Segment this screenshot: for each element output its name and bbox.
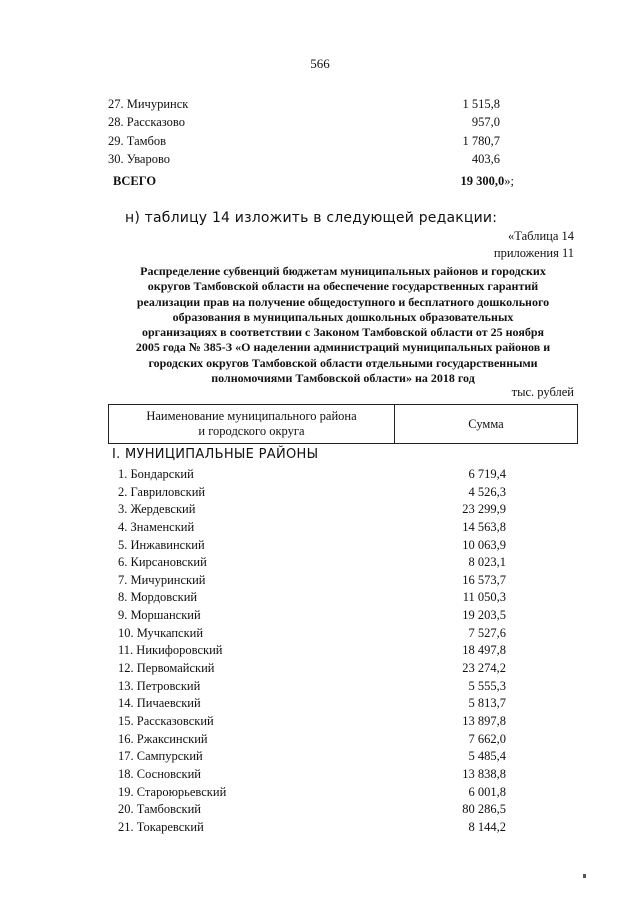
table-row bbox=[118, 819, 518, 837]
city-amount: 1 780,7 bbox=[462, 133, 500, 148]
district-name: 17. Сампурский bbox=[118, 749, 203, 764]
city-name: 29. Тамбов bbox=[108, 133, 167, 148]
total-value: 19 300,0 bbox=[460, 174, 505, 189]
district-amount: 10 063,9 bbox=[462, 537, 506, 552]
district-name: 5. Инжавинский bbox=[118, 537, 205, 552]
table-row bbox=[118, 572, 518, 590]
title-line: реализации прав на получение общедоступного и бесплатного дошкольного bbox=[136, 294, 550, 309]
district-name: 14. Пичаевский bbox=[118, 696, 201, 711]
district-name: 19. Староюрьевский bbox=[118, 784, 227, 799]
header-name-line1: Наименование муниципального района bbox=[146, 409, 357, 423]
district-amount: 18 497,8 bbox=[462, 643, 506, 658]
table-row bbox=[118, 589, 518, 607]
title-line: округов Тамбовской области на обеспечение государственных гарантий bbox=[147, 279, 539, 294]
list-item bbox=[108, 150, 528, 168]
district-amount: 8 023,1 bbox=[468, 555, 506, 570]
district-name: 18. Сосновский bbox=[118, 766, 201, 781]
title-line: городских округов Тамбовской области отдельными государственными bbox=[148, 355, 538, 370]
table-row bbox=[118, 784, 518, 802]
table-row bbox=[118, 537, 518, 555]
district-amount: 13 838,8 bbox=[462, 766, 506, 781]
title-line: 2005 года № 385-З «О наделении администраций муниципальных районов и bbox=[135, 340, 551, 355]
district-name: 10. Мучкапский bbox=[118, 625, 204, 640]
header-name-line2: и городского округа bbox=[198, 424, 305, 438]
district-name: 3. Жердевский bbox=[118, 502, 196, 517]
total-suffix: »; bbox=[504, 174, 514, 189]
city-list bbox=[108, 95, 528, 190]
district-name: 7. Мичуринский bbox=[118, 572, 206, 587]
district-amount: 19 203,5 bbox=[462, 608, 506, 623]
table-row bbox=[118, 748, 518, 766]
page-number: 566 bbox=[310, 56, 330, 71]
table-row bbox=[118, 695, 518, 713]
scan-mark bbox=[583, 874, 586, 878]
district-name: 20. Тамбовский bbox=[118, 802, 201, 817]
district-name: 9. Моршанский bbox=[118, 608, 201, 623]
city-amount: 403,6 bbox=[471, 151, 500, 166]
district-name: 16. Ржаксинский bbox=[118, 731, 208, 746]
table-reference bbox=[494, 228, 574, 262]
unit-label: тыс. рублей bbox=[511, 385, 574, 399]
district-amount: 11 050,3 bbox=[462, 590, 506, 605]
table-header bbox=[108, 404, 578, 444]
district-amount: 14 563,8 bbox=[462, 519, 506, 534]
district-amount: 6 719,4 bbox=[468, 467, 506, 481]
district-name: 1. Бондарский bbox=[118, 467, 194, 481]
title-line: полномочиями Тамбовской области» на 2018 год bbox=[211, 371, 475, 386]
district-amount: 7 527,6 bbox=[468, 625, 506, 640]
district-amount: 8 144,2 bbox=[468, 819, 506, 834]
district-name: 2. Гавриловский bbox=[118, 484, 206, 499]
total-amount bbox=[461, 172, 514, 190]
district-name: 15. Рассказовский bbox=[118, 713, 214, 728]
table-row bbox=[118, 731, 518, 749]
list-item bbox=[108, 113, 528, 131]
table-row bbox=[118, 554, 518, 572]
district-amount: 5 485,4 bbox=[468, 749, 506, 764]
table-row bbox=[118, 466, 518, 484]
district-amount: 5 555,3 bbox=[468, 678, 506, 693]
title-line: образования в муниципальных дошкольных образовательных bbox=[172, 309, 514, 324]
district-name: 11. Никифоровский bbox=[118, 643, 223, 658]
district-amount: 7 662,0 bbox=[468, 731, 506, 746]
city-name: 27. Мичуринск bbox=[108, 97, 189, 111]
table-row bbox=[118, 801, 518, 819]
table-reference-line2: приложения 11 bbox=[493, 246, 574, 260]
list-item bbox=[108, 132, 528, 150]
table-row bbox=[118, 501, 518, 519]
district-amount: 6 001,8 bbox=[468, 784, 506, 799]
district-list bbox=[118, 466, 518, 836]
total-label: ВСЕГО bbox=[113, 174, 157, 189]
amendment-instruction: н) таблицу 14 изложить в следующей редакции: bbox=[125, 210, 498, 226]
district-amount: 23 299,9 bbox=[462, 502, 506, 517]
title-line: организациях в соответствии с Законом Тамбовской области от 25 ноября bbox=[142, 325, 544, 340]
list-item bbox=[108, 95, 528, 113]
district-amount: 5 813,7 bbox=[468, 696, 506, 711]
table-row bbox=[118, 713, 518, 731]
table-row bbox=[118, 607, 518, 625]
district-amount: 23 274,2 bbox=[462, 661, 506, 676]
city-name: 28. Рассказово bbox=[108, 115, 185, 130]
district-name: 13. Петровский bbox=[118, 678, 201, 693]
district-name: 21. Токаревский bbox=[118, 819, 204, 834]
district-amount: 80 286,5 bbox=[462, 802, 506, 817]
table-row bbox=[118, 519, 518, 537]
table-row bbox=[118, 766, 518, 784]
table-row bbox=[118, 660, 518, 678]
district-name: 4. Знаменский bbox=[118, 519, 195, 534]
table-row bbox=[118, 642, 518, 660]
district-name: 6. Кирсановский bbox=[118, 555, 207, 570]
header-name-column bbox=[109, 405, 395, 443]
district-amount: 4 526,3 bbox=[468, 484, 506, 499]
city-name: 30. Уварово bbox=[108, 151, 171, 166]
table-reference-line1: «Таблица 14 bbox=[508, 229, 574, 243]
district-amount: 16 573,7 bbox=[462, 572, 506, 587]
city-amount: 957,0 bbox=[471, 115, 500, 130]
district-amount: 13 897,8 bbox=[462, 713, 506, 728]
document-title bbox=[108, 264, 578, 386]
table-row bbox=[118, 484, 518, 502]
table-row bbox=[118, 625, 518, 643]
title-line: Распределение субвенций бюджетам муниципальных районов и городских bbox=[140, 264, 546, 278]
table-row bbox=[118, 678, 518, 696]
district-name: 12. Первомайский bbox=[118, 661, 215, 676]
city-amount: 1 515,8 bbox=[462, 97, 500, 111]
header-amount-column: Сумма bbox=[468, 416, 504, 431]
section-heading: I. МУНИЦИПАЛЬНЫЕ РАЙОНЫ bbox=[112, 447, 319, 462]
total-row bbox=[108, 172, 528, 190]
district-name: 8. Мордовский bbox=[118, 590, 198, 605]
